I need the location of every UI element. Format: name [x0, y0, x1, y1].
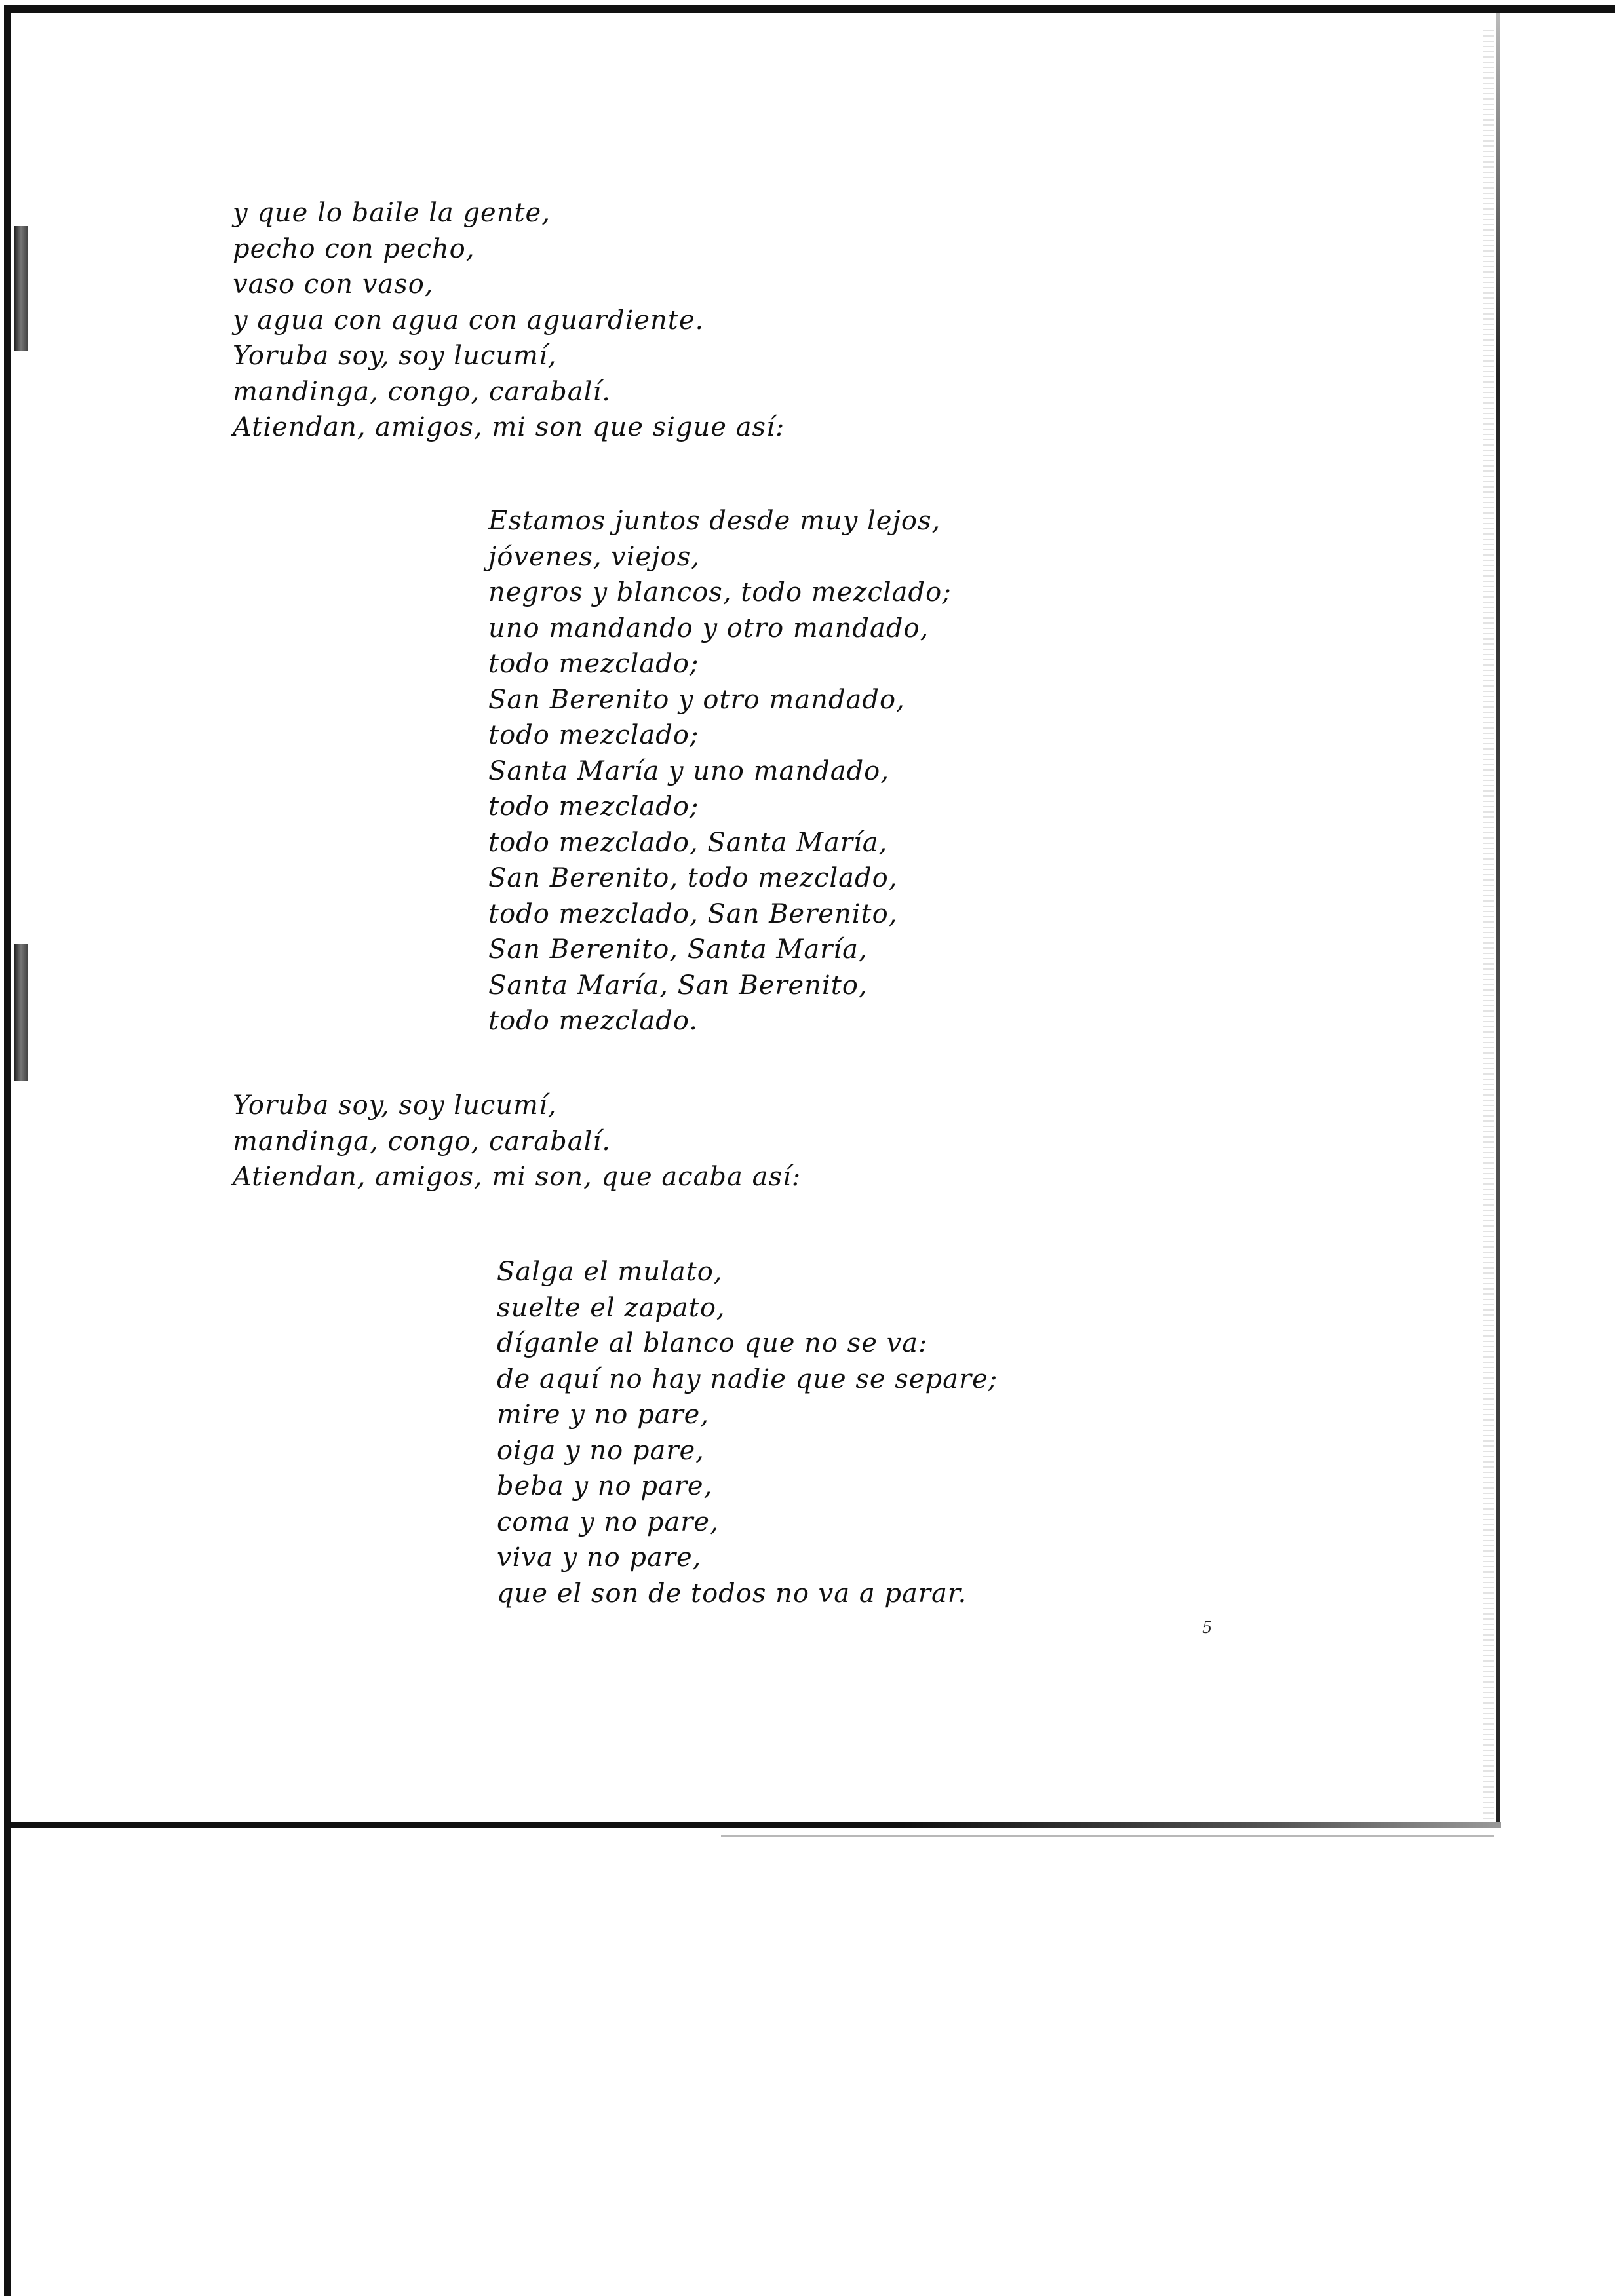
page-number: 5: [1202, 1618, 1213, 1637]
stanza-1: [233, 195, 785, 446]
poem-line: Atiendan, amigos, mi son, que acaba así:: [233, 1162, 802, 1192]
poem-line: Yoruba soy, soy lucumí,: [233, 1090, 557, 1120]
poem-line: uno mandando y otro mandado,: [488, 613, 929, 643]
poem-line: San Berenito, Santa María,: [488, 934, 868, 965]
poem-line: mire y no pare,: [497, 1400, 710, 1430]
page-edge-right: [1496, 13, 1500, 1828]
poem-line: mandinga, congo, carabalí.: [233, 376, 611, 407]
poem-line: todo mezclado, Santa María,: [488, 827, 888, 858]
poem-line: todo mezclado;: [488, 649, 699, 679]
poem-line: y que lo baile la gente,: [233, 198, 551, 228]
page-edge-bottom: [7, 1822, 1501, 1828]
poem-line: mandinga, congo, carabalí.: [233, 1126, 611, 1157]
poem-line: negros y blancos, todo mezclado;: [488, 577, 952, 607]
binding-mark: [14, 226, 28, 351]
poem-line: viva y no pare,: [497, 1542, 702, 1573]
poem-line: vaso con vaso,: [233, 269, 434, 299]
poem-line: San Berenito, todo mezclado,: [488, 863, 898, 893]
poem-line: Yoruba soy, soy lucumí,: [233, 341, 557, 371]
poem-line: coma y no pare,: [497, 1506, 719, 1537]
poem-line: pecho con pecho,: [233, 233, 475, 264]
poem-line: todo mezclado;: [488, 792, 699, 822]
poem-line: todo mezclado;: [488, 720, 699, 750]
page-edge-bottom-thin: [721, 1835, 1494, 1837]
page-edge-right-shadow: [1483, 26, 1494, 1822]
poem-line: díganle al blanco que no se va:: [497, 1328, 928, 1358]
poem-line: Atiendan, amigos, mi son que sigue así:: [233, 412, 785, 442]
page-edge-left: [4, 5, 11, 2296]
poem-line: que el son de todos no va a parar.: [497, 1578, 967, 1609]
stanza-4: [497, 1254, 998, 1611]
poem-line: San Berenito y otro mandado,: [488, 684, 905, 715]
poem-line: oiga y no pare,: [497, 1435, 705, 1466]
poem-line: suelte el zapato,: [497, 1292, 726, 1323]
poem-line: beba y no pare,: [497, 1471, 713, 1501]
page-edge-top: [7, 5, 1615, 13]
binding-mark: [14, 944, 28, 1081]
stanza-2: [488, 503, 952, 1039]
poem-line: Santa María, San Berenito,: [488, 970, 868, 1001]
poem-line: Estamos juntos desde muy lejos,: [488, 506, 941, 536]
poem-line: todo mezclado.: [488, 1006, 698, 1036]
stanza-3: [233, 1088, 801, 1195]
poem-line: Salga el mulato,: [497, 1257, 723, 1287]
poem-line: de aquí no hay nadie que se separe;: [497, 1364, 998, 1394]
poem-line: jóvenes, viejos,: [488, 541, 700, 572]
poem-line: Santa María y uno mandado,: [488, 756, 889, 786]
poem-line: y agua con agua con aguardiente.: [233, 305, 705, 335]
poem-line: todo mezclado, San Berenito,: [488, 898, 898, 929]
